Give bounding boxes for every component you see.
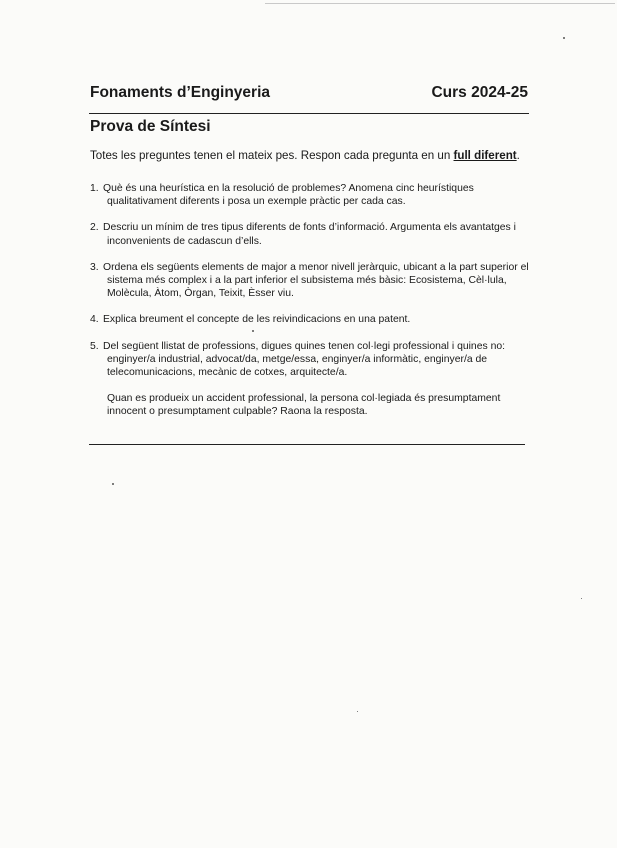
scan-speck [581,598,582,599]
question-number: 5. [90,340,99,352]
question-number: 3. [90,261,99,273]
scan-speck [112,483,114,485]
question-list [90,182,530,419]
question-number: 2. [90,222,99,234]
question-text: Ordena els següents elements de major a menor nivell jeràrquic, ubicant a la part superior el sistema més complex i a la part inferior el subsistema més bàsic: Ecosistema, Cèl·lula, Molècula, Àtom, Òrgan, Teixit, Èsser viu. [103,261,529,300]
course-year: Curs 2024-25 [431,84,528,101]
instructions-emphasis: full diferent [453,149,517,162]
question-text: Del següent llistat de professions, digues quines tenen col·legi professional i quines no: enginyer/a industrial, advocat/da, metge/essa, enginyer/a informàtic, enginyer/a de telecomunicacions, mecànic de cotxes, arquitecte/a. [103,340,506,379]
question-1 [90,182,530,208]
question-follow-up: Quan es produeix un accident professional, la persona col·legiada és presumptament innocent o presumptament culpable? Raona la resposta. [107,393,501,418]
instructions-text: Totes les preguntes tenen el mateix pes. Respon cada pregunta en un [90,149,454,162]
scan-edge-line [265,3,615,4]
document-header [90,84,528,106]
course-name: Fonaments d’Enginyeria [90,84,271,101]
question-4 [90,313,530,326]
question-2 [90,221,530,247]
question-text: Explica breument el concepte de les reivindicacions en una patent. [103,314,411,326]
footer-divider [89,444,525,445]
question-number: 1. [90,183,99,194]
instructions [90,149,520,162]
scan-speck [563,37,565,39]
scan-speck [357,711,358,712]
header-divider [89,113,529,114]
instructions-end: . [516,149,520,162]
question-text: Què és una heurística en la resolució de problemes? Anomena cinc heurístiques qualitativament diferents i posa un exemple pràctic per cada cas. [103,183,474,208]
exam-title: Prova de Síntesi [90,118,211,135]
question-text: Descriu un mínim de tres tipus diferents de fonts d’informació. Argumenta els avantatges i inconvenients de cadascun d’ells. [103,222,516,247]
question-3 [90,261,530,301]
question-5 [90,340,530,419]
question-number: 4. [90,314,99,326]
